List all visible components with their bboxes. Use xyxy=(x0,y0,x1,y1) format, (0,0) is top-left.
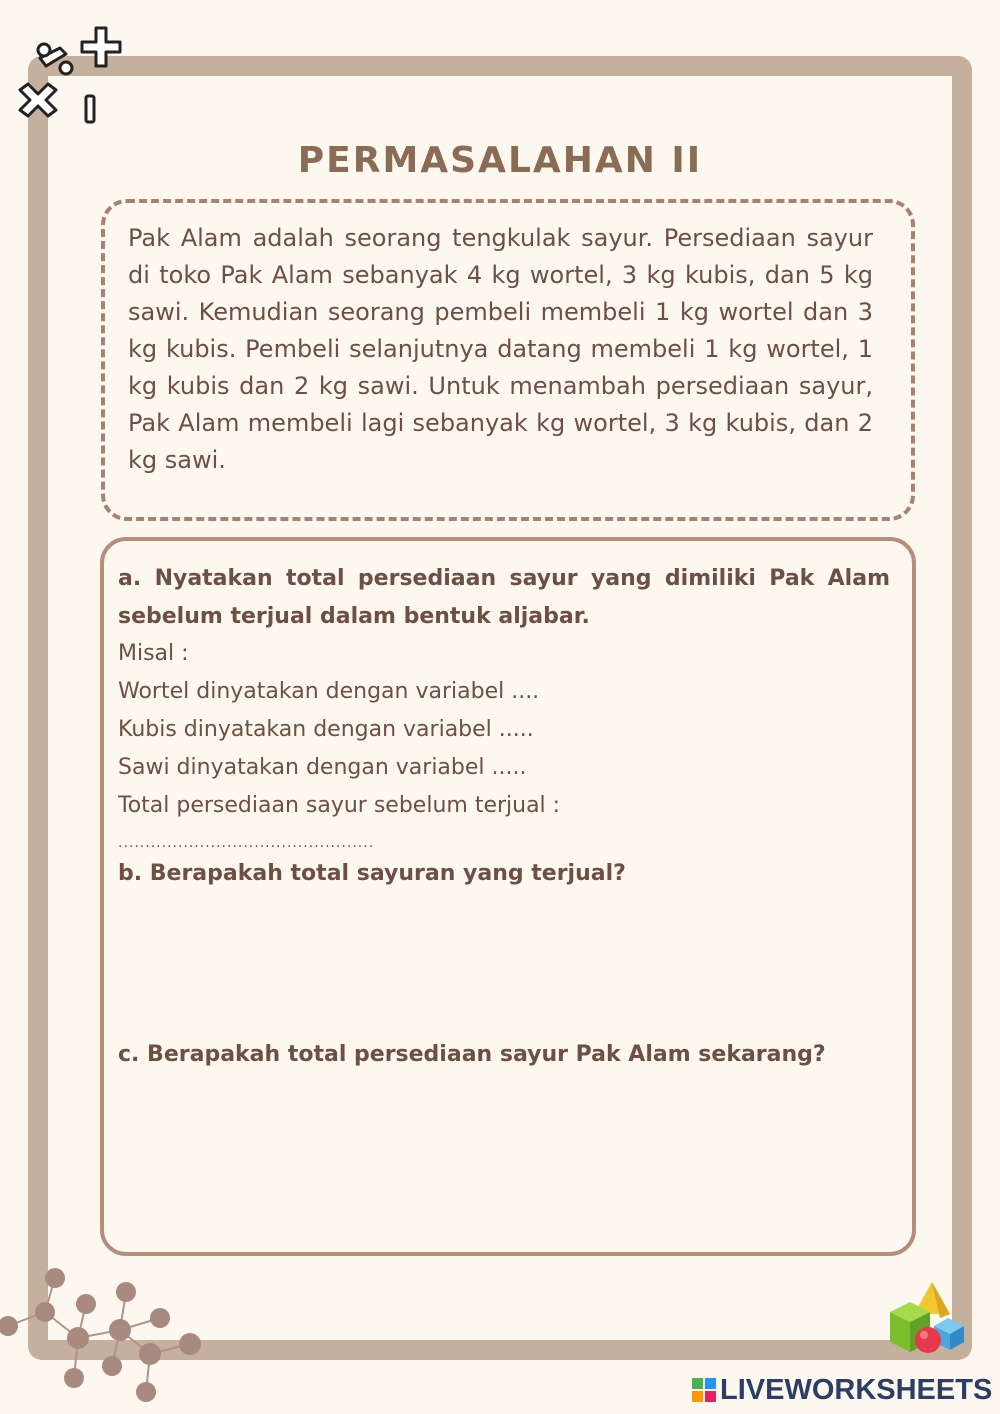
shapes-icon xyxy=(884,1278,974,1362)
math-symbols-icon xyxy=(10,10,130,130)
question-b: b. Berapakah total sayuran yang terjual? xyxy=(118,861,626,886)
question-c: c. Berapakah total persediaan sayur Pak Alam sekarang? xyxy=(118,1042,826,1067)
liveworksheets-logo-icon xyxy=(692,1378,716,1402)
story-text: Pak Alam adalah seorang tengkulak sayur. Persediaan sayur di toko Pak Alam sebanyak 4 kg wortel, 3 kg kubis, dan 5 kg sawi. Kemudian seorang pembeli membeli 1 kg wortel dan 3 kg kubis. Pembeli selanjutnya datang membeli 1 kg wortel, 1 kg kubis dan 2 kg sawi. Untuk menambah persediaan sayur, Pak Alam membeli lagi sebanyak kg wortel, 3 kg kubis, dan 2 kg sawi. xyxy=(128,224,873,474)
page-title: PERMASALAHAN II xyxy=(297,140,703,181)
total-before-label: Total persediaan sayur sebelum terjual : xyxy=(118,793,561,818)
misal-label: Misal : xyxy=(118,641,189,666)
sawi-variable-line: Sawi dinyatakan dengan variabel ..... xyxy=(118,755,527,780)
wortel-variable-line: Wortel dinyatakan dengan variabel .... xyxy=(118,679,540,704)
question-a: a. Nyatakan total persediaan sayur yang dimiliki Pak Alam sebelum terjual dalam bentuk aljabar. xyxy=(118,566,890,629)
answer-dots: ............................................... xyxy=(118,835,375,851)
molecule-icon xyxy=(0,1260,220,1414)
kubis-variable-line: Kubis dinyatakan dengan variabel ..... xyxy=(118,717,534,742)
brand-name: LIVEWORKSHEETS xyxy=(720,1373,993,1406)
brand-watermark xyxy=(692,1372,992,1408)
